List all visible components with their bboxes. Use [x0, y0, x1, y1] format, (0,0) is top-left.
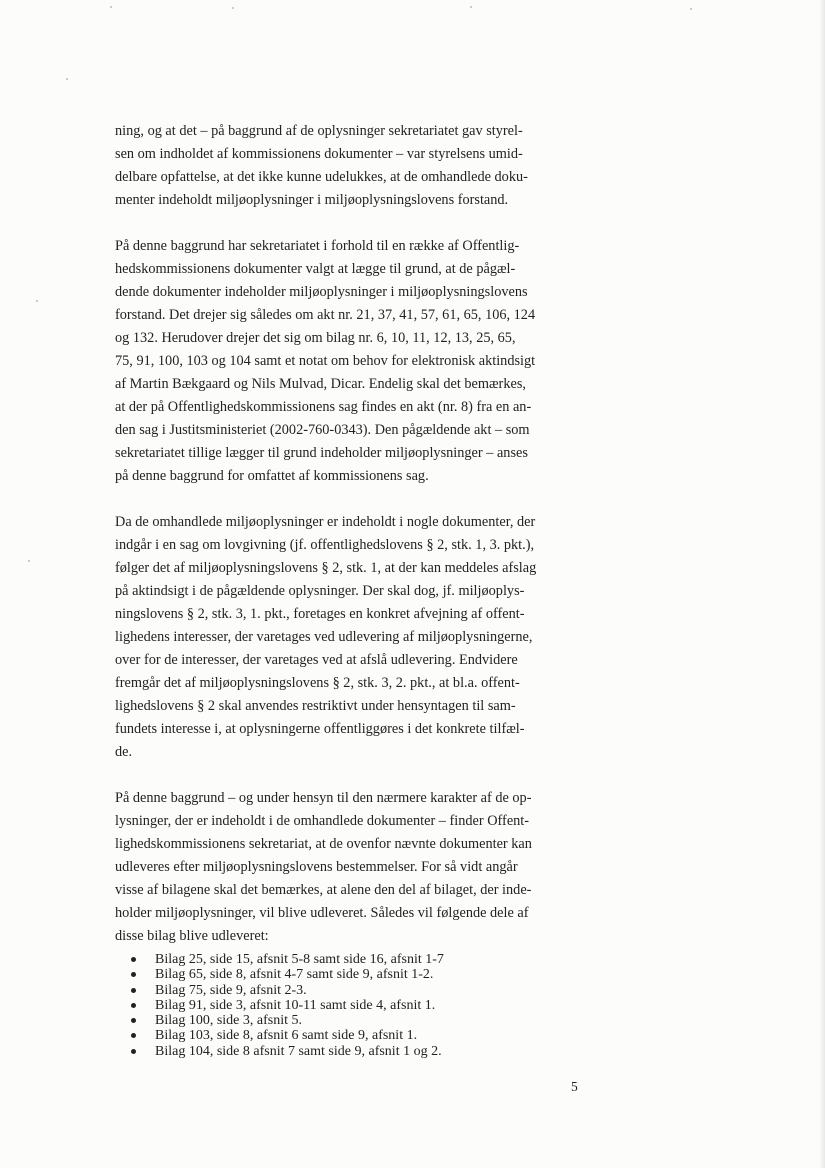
list-item [115, 952, 585, 967]
paragraph-2: På denne baggrund har sekretariatet i forhold til en række af Offentlig- hedskommissionens dokumenter valgt at lægge til grund, at de pågæl- dende dokumenter indeholder miljøoplysninger i miljøoplysningslovens forstand. Det drejer sig således om akt nr. 21, 37, 41, 57, 61, 65, 106, 124 og 132. Herudover drejer det sig om bilag nr. 6, 10, 11, 12, 13, 25, 65, 75, 91, 100, 103 og 104 samt et notat om behov for elektronisk aktindsigt af Martin Bækgaard og Nils Mulvad, Dicar. Endelig skal det bemærkes, at der på Offentlighedskommissionens sag findes en akt (nr. 8) fra en an- den sag i Justitsministeriet (2002-760-0343). Den pågældende akt – som sekretariatet tillige lægger til grund indeholder miljøoplysninger – anses på denne baggrund for omfattet af kommissionens sag. [115, 238, 536, 484]
scan-speck [470, 6, 472, 8]
list-item-text: Bilag 103, side 8, afsnit 6 samt side 9, afsnit 1. [155, 1028, 418, 1044]
list-item [115, 1013, 585, 1028]
scan-speck [232, 7, 234, 9]
bullet-icon [131, 957, 136, 962]
list-item [115, 1044, 585, 1059]
list-item-text: Bilag 104, side 8 afsnit 7 samt side 9, afsnit 1 og 2. [155, 1043, 442, 1059]
scan-speck [66, 78, 68, 80]
list-item-text: Bilag 100, side 3, afsnit 5. [155, 1013, 302, 1029]
bullet-icon [131, 1003, 136, 1008]
scan-speck [36, 300, 38, 302]
paragraph-4: På denne baggrund – og under hensyn til den nærmere karakter af de op- lysninger, der er indeholdt i de omhandlede dokumenter – finder Offent- lighedskommissionens sekretariat, at de ovenfor nævnte dokumenter kan udleveres efter miljøoplysningslovens bestemmelser. For så vidt angår visse af bilagene skal det bemærkes, at alene den del af bilaget, der inde- holder miljøoplysninger, vil blive udleveret. Således vil følgende dele af disse bilag blive udleveret: [115, 790, 532, 944]
list-item [115, 967, 585, 982]
bilag-list [115, 952, 585, 1059]
page-edge-shadow [819, 0, 825, 1168]
bullet-icon [131, 1018, 136, 1023]
bullet-icon [131, 988, 136, 993]
list-item [115, 983, 585, 998]
bullet-icon [131, 1033, 136, 1038]
list-item [115, 998, 585, 1013]
list-item-text: Bilag 25, side 15, afsnit 5-8 samt side 16, afsnit 1-7 [155, 952, 444, 967]
paragraph-1: ning, og at det – på baggrund af de oplysninger sekretariatet gav styrel- sen om indholdet af kommissionens dokumenter – var styrelsens umid- delbare opfattelse, at det ikke kunne udelukkes, at de omhandlede doku- menter indeholdt miljøoplysninger i miljøoplysningslovens forstand. [115, 123, 528, 208]
scan-speck [690, 8, 692, 10]
scan-speck [28, 560, 30, 562]
document-body [115, 120, 585, 1059]
bullet-icon [131, 972, 136, 977]
bullet-icon [131, 1049, 136, 1054]
scan-speck [110, 6, 112, 8]
list-item [115, 1028, 585, 1043]
list-item-text: Bilag 65, side 8, afsnit 4-7 samt side 9, afsnit 1-2. [155, 967, 434, 983]
paragraph-3: Da de omhandlede miljøoplysninger er indeholdt i nogle dokumenter, der indgår i en sag om lovgivning (jf. offentlighedslovens § 2, stk. 1, 3. pkt.), følger det af miljøoplysningslovens § 2, stk. 1, at der kan meddeles afslag på aktindsigt i de pågældende oplysninger. Der skal dog, jf. miljøoplys- ningslovens § 2, stk. 3, 1. pkt., foretages en konkret afvejning af offent- lighedens interesser, der varetages ved udlevering af miljøoplysningerne, over for de interesser, der varetages ved at afslå udlevering. Endvidere fremgår det af miljøoplysningslovens § 2, stk. 3, 2. pkt., at bl.a. offent- lighedslovens § 2 skal anvendes restriktivt under hensyntagen til sam- fundets interesse i, at oplysningerne offentliggøres i det konkrete tilfæl- de. [115, 514, 537, 760]
list-item-text: Bilag 91, side 3, afsnit 10-11 samt side 4, afsnit 1. [155, 997, 436, 1013]
page-number: 5 [571, 1079, 578, 1094]
list-item-text: Bilag 75, side 9, afsnit 2-3. [155, 982, 307, 998]
